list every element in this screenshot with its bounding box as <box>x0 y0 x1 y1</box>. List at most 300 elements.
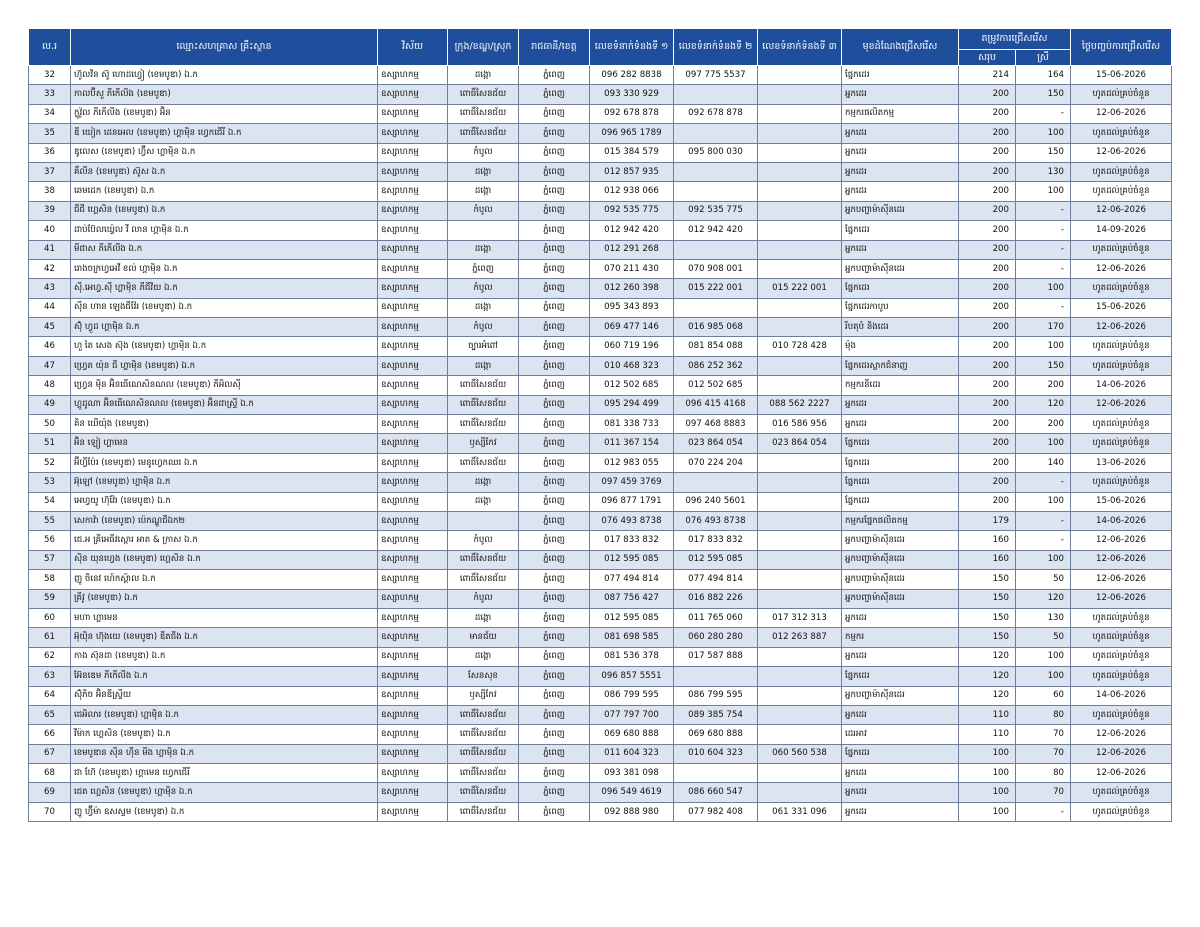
cell-position: ផ្នែកដេរ <box>842 434 959 453</box>
table-row <box>29 162 1172 181</box>
cell-district: ដង្កោ <box>448 356 519 375</box>
cell-sector: ឧស្សាហកម្ម <box>378 376 448 395</box>
cell-female: 50 <box>1016 628 1071 647</box>
cell-sector: ឧស្សាហកម្ម <box>378 473 448 492</box>
table-row <box>29 647 1172 666</box>
cell-company: ស៊ី.អេហ្វ.ស៊ី ហ្គាម៉ិន ភីជីវិយ ឯ.ក <box>71 279 378 298</box>
header-phone-2: លេខទំនាក់ទំនងទី ២ <box>674 29 758 66</box>
cell-total: 179 <box>959 511 1016 530</box>
cell-female: 200 <box>1016 376 1071 395</box>
cell-female: 70 <box>1016 725 1071 744</box>
cell-phone-3 <box>758 201 842 220</box>
table-row <box>29 550 1172 569</box>
cell-total: 160 <box>959 531 1016 550</box>
cell-total: 200 <box>959 415 1016 434</box>
cell-phone-1: 012 291 268 <box>590 240 674 259</box>
cell-company: ហ្វ្រេន ម៉ិន អ៊ិនធើណេសិនណល (ខេមបូឌា) ភីអិលស៊ី <box>71 376 378 395</box>
cell-province: ភ្នំពេញ <box>519 802 590 821</box>
cell-phone-2: 086 252 362 <box>674 356 758 375</box>
cell-province: ភ្នំពេញ <box>519 744 590 763</box>
cell-deadline: 13-06-2026 <box>1071 453 1172 472</box>
cell-no: 59 <box>29 589 71 608</box>
cell-company: ញូ ហ្វ៊ីម៉ា ឧសស្ទម (ខេមបូឌា) ឯ.ក <box>71 802 378 821</box>
cell-position: កម្មករផ្នែកផលិតកម្ម <box>842 511 959 530</box>
cell-phone-2: 012 502 685 <box>674 376 758 395</box>
cell-province: ភ្នំពេញ <box>519 686 590 705</box>
cell-phone-2: 016 882 226 <box>674 589 758 608</box>
cell-phone-2: 012 595 085 <box>674 550 758 569</box>
cell-no: 62 <box>29 647 71 666</box>
cell-sector: ឧស្សាហកម្ម <box>378 705 448 724</box>
cell-female: 120 <box>1016 589 1071 608</box>
table-row <box>29 725 1172 744</box>
cell-phone-3 <box>758 104 842 123</box>
cell-phone-1: 015 384 579 <box>590 143 674 162</box>
cell-female: 150 <box>1016 143 1071 162</box>
cell-phone-3 <box>758 66 842 85</box>
cell-no: 51 <box>29 434 71 453</box>
cell-province: ភ្នំពេញ <box>519 473 590 492</box>
cell-district: ពោធិ៍សែនជ័យ <box>448 744 519 763</box>
cell-province: ភ្នំពេញ <box>519 589 590 608</box>
cell-phone-1: 097 459 3769 <box>590 473 674 492</box>
cell-female: 100 <box>1016 337 1071 356</box>
cell-province: ភ្នំពេញ <box>519 783 590 802</box>
cell-deadline: ហូតដល់គ្រប់ចំនួន <box>1071 337 1172 356</box>
cell-sector: ឧស្សាហកម្ម <box>378 783 448 802</box>
cell-total: 150 <box>959 589 1016 608</box>
table-row <box>29 376 1172 395</box>
table-row <box>29 453 1172 472</box>
cell-position: អ្នកបញ្ជាម៉ាស៊ីនដេរ <box>842 259 959 278</box>
cell-phone-1: 096 549 4619 <box>590 783 674 802</box>
cell-phone-2 <box>674 85 758 104</box>
cell-position: អ្នកដេរ <box>842 182 959 201</box>
cell-position: ម៉ុង <box>842 337 959 356</box>
cell-phone-2: 070 224 204 <box>674 453 758 472</box>
cell-province: ភ្នំពេញ <box>519 550 590 569</box>
cell-company: ឌី យៀក ដេនអេល (ខេមបូឌា) ហ្គាម៉ិន ហ្វេកជើរី ឯ.ក <box>71 124 378 143</box>
cell-phone-1: 010 468 323 <box>590 356 674 375</box>
cell-company: រោងចក្រហ្វអេវី ខល់ ហ្គាម៉ិន ឯ.ក <box>71 259 378 278</box>
cell-total: 200 <box>959 473 1016 492</box>
cell-phone-3 <box>758 531 842 550</box>
table-row <box>29 434 1172 453</box>
cell-phone-2 <box>674 764 758 783</box>
header-female: ស្រី <box>1016 50 1071 66</box>
cell-position: អ្នកដេរ <box>842 647 959 666</box>
cell-phone-3 <box>758 511 842 530</box>
cell-position: ផ្នែកដេរ <box>842 473 959 492</box>
cell-district: ច្បារអំពៅ <box>448 337 519 356</box>
cell-phone-3 <box>758 764 842 783</box>
cell-phone-1: 012 938 066 <box>590 182 674 201</box>
cell-province: ភ្នំពេញ <box>519 667 590 686</box>
cell-phone-3: 012 263 887 <box>758 628 842 647</box>
cell-district: ឫស្សីកែវ <box>448 434 519 453</box>
cell-sector: ឧស្សាហកម្ម <box>378 802 448 821</box>
cell-company: គឺលីន (ខេមបូឌា) ស៊ូស ឯ.ក <box>71 162 378 181</box>
cell-total: 200 <box>959 492 1016 511</box>
cell-female: 164 <box>1016 66 1071 85</box>
cell-deadline: 12-06-2026 <box>1071 570 1172 589</box>
table-header <box>29 29 1172 66</box>
cell-sector: ឧស្សាហកម្ម <box>378 608 448 627</box>
cell-deadline: ហូតដល់គ្រប់ចំនួន <box>1071 182 1172 201</box>
cell-province: ភ្នំពេញ <box>519 124 590 143</box>
cell-company: សេកាវ៉ា (ខេមបូឌា) ប៉េកណ្ឌូជីឯក២ <box>71 511 378 530</box>
cell-total: 100 <box>959 764 1016 783</box>
cell-sector: ឧស្សាហកម្ម <box>378 66 448 85</box>
header-no: ល.រ <box>29 29 71 66</box>
cell-phone-2: 076 493 8738 <box>674 511 758 530</box>
cell-total: 200 <box>959 259 1016 278</box>
cell-no: 39 <box>29 201 71 220</box>
cell-sector: ឧស្សាហកម្ម <box>378 143 448 162</box>
cell-phone-2 <box>674 473 758 492</box>
cell-sector: ឧស្សាហកម្ម <box>378 162 448 181</box>
cell-district: ដង្កោ <box>448 473 519 492</box>
cell-phone-3 <box>758 589 842 608</box>
cell-female: 120 <box>1016 395 1071 414</box>
cell-phone-2: 077 982 408 <box>674 802 758 821</box>
cell-deadline: 12-06-2026 <box>1071 104 1172 123</box>
cell-total: 100 <box>959 802 1016 821</box>
cell-sector: ឧស្សាហកម្ម <box>378 686 448 705</box>
cell-phone-1: 076 493 8738 <box>590 511 674 530</box>
cell-phone-2: 011 765 060 <box>674 608 758 627</box>
cell-sector: ឧស្សាហកម្ម <box>378 570 448 589</box>
cell-district: ឫស្សីកែវ <box>448 686 519 705</box>
cell-province: ភ្នំពេញ <box>519 453 590 472</box>
cell-total: 200 <box>959 376 1016 395</box>
table-row <box>29 686 1172 705</box>
table-row <box>29 531 1172 550</box>
cell-phone-1: 069 477 146 <box>590 318 674 337</box>
cell-province: ភ្នំពេញ <box>519 104 590 123</box>
cell-total: 200 <box>959 356 1016 375</box>
cell-phone-2 <box>674 240 758 259</box>
cell-phone-3 <box>758 240 842 259</box>
table-row <box>29 318 1172 337</box>
cell-phone-1: 012 502 685 <box>590 376 674 395</box>
cell-deadline: 15-06-2026 <box>1071 298 1172 317</box>
cell-female: 150 <box>1016 356 1071 375</box>
cell-position: ផ្នែកដេរ <box>842 667 959 686</box>
cell-female: 60 <box>1016 686 1071 705</box>
cell-total: 200 <box>959 337 1016 356</box>
cell-district: មានជ័យ <box>448 628 519 647</box>
cell-phone-2: 023 864 054 <box>674 434 758 453</box>
cell-company: គ្រីវូ (ខេមបូឌា) ឯ.ក <box>71 589 378 608</box>
cell-deadline: 12-06-2026 <box>1071 143 1172 162</box>
cell-phone-2: 097 775 5537 <box>674 66 758 85</box>
cell-sector: ឧស្សាហកម្ម <box>378 395 448 414</box>
cell-position: ដេរអាវ <box>842 725 959 744</box>
cell-sector: ឧស្សាហកម្ម <box>378 182 448 201</box>
cell-province: ភ្នំពេញ <box>519 764 590 783</box>
cell-phone-3 <box>758 453 842 472</box>
cell-province: ភ្នំពេញ <box>519 570 590 589</box>
cell-no: 57 <box>29 550 71 569</box>
cell-female: 70 <box>1016 783 1071 802</box>
cell-position: អ្នកបញ្ជាម៉ាស៊ីនដេរ <box>842 589 959 608</box>
table-row <box>29 337 1172 356</box>
cell-deadline: ហូតដល់គ្រប់ចំនួន <box>1071 628 1172 647</box>
cell-district: កំបូល <box>448 201 519 220</box>
cell-phone-3 <box>758 473 842 492</box>
cell-position: អ្នកបញ្ជាម៉ាស៊ីនដេរ <box>842 201 959 220</box>
cell-phone-3 <box>758 376 842 395</box>
cell-deadline: 12-06-2026 <box>1071 589 1172 608</box>
cell-phone-1: 081 338 733 <box>590 415 674 434</box>
cell-phone-2: 017 833 832 <box>674 531 758 550</box>
cell-total: 160 <box>959 550 1016 569</box>
cell-phone-1: 081 536 378 <box>590 647 674 666</box>
cell-sector: ឧស្សាហកម្ម <box>378 279 448 298</box>
cell-province: ភ្នំពេញ <box>519 647 590 666</box>
cell-deadline: 12-06-2026 <box>1071 395 1172 414</box>
cell-no: 32 <box>29 66 71 85</box>
cell-no: 37 <box>29 162 71 181</box>
cell-phone-3 <box>758 221 842 240</box>
cell-position: កម្មករ <box>842 628 959 647</box>
cell-district: ពោធិ៍សែនជ័យ <box>448 550 519 569</box>
cell-phone-1: 012 595 085 <box>590 608 674 627</box>
cell-company: ហ្វ្រេត យ៉ុន ជី ហ្គាម៉ិន (ខេមបូឌា) ឯ.ក <box>71 356 378 375</box>
cell-district: ពោធិ៍សែនជ័យ <box>448 705 519 724</box>
cell-total: 110 <box>959 705 1016 724</box>
cell-female: 140 <box>1016 453 1071 472</box>
cell-no: 35 <box>29 124 71 143</box>
cell-no: 68 <box>29 764 71 783</box>
cell-female: 70 <box>1016 744 1071 763</box>
table-row <box>29 298 1172 317</box>
cell-phone-2: 010 604 323 <box>674 744 758 763</box>
cell-position: អ្នកដេរ <box>842 143 959 162</box>
cell-phone-2: 092 535 775 <box>674 201 758 220</box>
cell-deadline: 12-06-2026 <box>1071 550 1172 569</box>
cell-company: ញូ ចិនេវ ហ៍េកស្ត៍ាល ឯ.ក <box>71 570 378 589</box>
cell-company: ហ្គូដូណា អ៊ិនធើណេសិនណល (ខេមបូឌា) អ៊ិនដាស្ទ្រី ឯ.ក <box>71 395 378 414</box>
cell-position: ផ្នែកដេរ <box>842 492 959 511</box>
cell-district: ពោធិ៍សែនជ័យ <box>448 104 519 123</box>
cell-phone-1: 092 888 980 <box>590 802 674 821</box>
cell-position: ផ្នែកដេរ <box>842 279 959 298</box>
cell-no: 34 <box>29 104 71 123</box>
cell-no: 46 <box>29 337 71 356</box>
cell-district <box>448 511 519 530</box>
cell-deadline: 12-06-2026 <box>1071 744 1172 763</box>
table-row <box>29 66 1172 85</box>
cell-phone-2: 092 678 878 <box>674 104 758 123</box>
cell-female: 100 <box>1016 279 1071 298</box>
cell-female: 80 <box>1016 705 1071 724</box>
cell-district: ពោធិ៍សែនជ័យ <box>448 570 519 589</box>
cell-sector: ឧស្សាហកម្ម <box>378 492 448 511</box>
cell-district: ពោធិ៍សែនជ័យ <box>448 764 519 783</box>
cell-province: ភ្នំពេញ <box>519 318 590 337</box>
table-row <box>29 705 1172 724</box>
cell-position: កម្មករនីដេរ <box>842 376 959 395</box>
cell-sector: ឧស្សាហកម្ម <box>378 434 448 453</box>
cell-sector: ឧស្សាហកម្ម <box>378 725 448 744</box>
cell-company: ជីជី ហ្គេសិន (ខេមបូឌា) ឯ.ក <box>71 201 378 220</box>
cell-province: ភ្នំពេញ <box>519 725 590 744</box>
cell-province: ភ្នំពេញ <box>519 182 590 201</box>
cell-deadline: 15-06-2026 <box>1071 66 1172 85</box>
table-row <box>29 395 1172 414</box>
cell-phone-3 <box>758 85 842 104</box>
cell-female: - <box>1016 473 1071 492</box>
cell-province: ភ្នំពេញ <box>519 66 590 85</box>
cell-deadline: ហូតដល់គ្រប់ចំនួន <box>1071 162 1172 181</box>
cell-deadline: 12-06-2026 <box>1071 201 1172 220</box>
cell-phone-2: 016 985 068 <box>674 318 758 337</box>
cell-company: ស៊ុំភិច អ៊ិនឌីស្ទ្រីយ <box>71 686 378 705</box>
table-row <box>29 240 1172 259</box>
cell-deadline: ហូតដល់គ្រប់ចំនួន <box>1071 647 1172 666</box>
cell-sector: ឧស្សាហកម្ម <box>378 221 448 240</box>
cell-no: 54 <box>29 492 71 511</box>
cell-sector: ឧស្សាហកម្ម <box>378 318 448 337</box>
table-row <box>29 667 1172 686</box>
cell-company: គិន ឃើយ៉ុង (ខេមបូឌា) <box>71 415 378 434</box>
cell-no: 47 <box>29 356 71 375</box>
cell-no: 50 <box>29 415 71 434</box>
cell-company: អ៊ុឡៅ (ខេមបូឌា) ហ្គាម៉ិន ឯ.ក <box>71 473 378 492</box>
cell-phone-1: 012 857 935 <box>590 162 674 181</box>
cell-total: 200 <box>959 182 1016 201</box>
table-row <box>29 143 1172 162</box>
cell-phone-1: 093 330 929 <box>590 85 674 104</box>
cell-female: 130 <box>1016 162 1071 181</box>
cell-district: ដង្កោ <box>448 608 519 627</box>
cell-deadline: 14-06-2026 <box>1071 686 1172 705</box>
cell-total: 120 <box>959 686 1016 705</box>
header-position: មុខដំណែងជ្រើសរើស <box>842 29 959 66</box>
cell-deadline: ហូតដល់គ្រប់ចំនួន <box>1071 356 1172 375</box>
cell-total: 150 <box>959 608 1016 627</box>
table-row <box>29 511 1172 530</box>
cell-company: អ៊ុយ៉ិន ហ៊ុងយេ (ខេមបូឌា) ឌីតជីង ឯ.ក <box>71 628 378 647</box>
cell-phone-3 <box>758 162 842 181</box>
cell-deadline: 12-06-2026 <box>1071 259 1172 278</box>
table-row <box>29 608 1172 627</box>
header-needed: តម្រូវការជ្រើសរើស <box>959 29 1071 50</box>
cell-company: ជេ.អ គ្រីអេធីវស្ពោរ អាត & ក្រាស ឯ.ក <box>71 531 378 550</box>
header-sector: វិស័យ <box>378 29 448 66</box>
cell-phone-1: 092 535 775 <box>590 201 674 220</box>
cell-deadline: 12-06-2026 <box>1071 531 1172 550</box>
cell-female: - <box>1016 802 1071 821</box>
cell-district: ពោធិ៍សែនជ័យ <box>448 124 519 143</box>
cell-sector: ឧស្សាហកម្ម <box>378 667 448 686</box>
cell-sector: ឧស្សាហកម្ម <box>378 240 448 259</box>
cell-position: ផ្នែកដេរ <box>842 453 959 472</box>
cell-total: 200 <box>959 298 1016 317</box>
cell-company: ជេត ហ្គេសិន (ខេមបូឌា) ហ្គាម៉ិន ឯ.ក <box>71 783 378 802</box>
cell-phone-2: 069 680 888 <box>674 725 758 744</box>
cell-position: អ្នកដេរ <box>842 608 959 627</box>
cell-company: ដាប់ប៊ែលឃ្វ៉េល វី លាន ហ្គាម៉ិន ឯ.ក <box>71 221 378 240</box>
cell-phone-1: 012 595 085 <box>590 550 674 569</box>
cell-district: ដង្កោ <box>448 66 519 85</box>
cell-phone-2 <box>674 298 758 317</box>
cell-phone-3 <box>758 686 842 705</box>
table-row <box>29 201 1172 220</box>
cell-female: 100 <box>1016 434 1071 453</box>
cell-company: ឌូលេស (ខេមបូឌា) ហ្វ៊ីស ហ្គាម៉ិន ឯ.ក <box>71 143 378 162</box>
cell-district: កំបូល <box>448 318 519 337</box>
job-listings-table <box>28 28 1172 822</box>
cell-total: 200 <box>959 453 1016 472</box>
cell-district: ពោធិ៍សែនជ័យ <box>448 395 519 414</box>
cell-phone-2: 086 799 595 <box>674 686 758 705</box>
cell-position: អ្នកបញ្ជាម៉ាស៊ីនដេរ <box>842 686 959 705</box>
cell-no: 45 <box>29 318 71 337</box>
cell-sector: ឧស្សាហកម្ម <box>378 511 448 530</box>
cell-phone-1: 070 211 430 <box>590 259 674 278</box>
cell-phone-3 <box>758 570 842 589</box>
cell-deadline: 12-06-2026 <box>1071 725 1172 744</box>
cell-district: កំបូល <box>448 531 519 550</box>
cell-no: 33 <box>29 85 71 104</box>
cell-deadline: ហូតដល់គ្រប់ចំនួន <box>1071 802 1172 821</box>
cell-position: អ្នកដេរ <box>842 124 959 143</box>
cell-no: 44 <box>29 298 71 317</box>
cell-no: 48 <box>29 376 71 395</box>
cell-province: ភ្នំពេញ <box>519 279 590 298</box>
cell-no: 56 <box>29 531 71 550</box>
cell-phone-1: 093 381 098 <box>590 764 674 783</box>
cell-female: 100 <box>1016 647 1071 666</box>
table-row <box>29 744 1172 763</box>
cell-province: ភ្នំពេញ <box>519 434 590 453</box>
cell-province: ភ្នំពេញ <box>519 492 590 511</box>
cell-district: ដង្កោ <box>448 162 519 181</box>
cell-total: 120 <box>959 667 1016 686</box>
cell-district: ពោធិ៍សែនជ័យ <box>448 802 519 821</box>
table-row <box>29 356 1172 375</box>
cell-province: ភ្នំពេញ <box>519 298 590 317</box>
cell-deadline: ហូតដល់គ្រប់ចំនួន <box>1071 705 1172 724</box>
cell-female: 100 <box>1016 667 1071 686</box>
cell-phone-2: 095 800 030 <box>674 143 758 162</box>
cell-position: អ្នកបញ្ជាម៉ាស៊ីនដេរ <box>842 570 959 589</box>
cell-phone-1: 096 857 5551 <box>590 667 674 686</box>
cell-deadline: ហូតដល់គ្រប់ចំនួន <box>1071 434 1172 453</box>
cell-deadline: 15-06-2026 <box>1071 492 1172 511</box>
table-row <box>29 259 1172 278</box>
cell-female: - <box>1016 298 1071 317</box>
cell-province: ភ្នំពេញ <box>519 221 590 240</box>
cell-phone-1: 086 799 595 <box>590 686 674 705</box>
cell-total: 120 <box>959 647 1016 666</box>
cell-phone-3: 061 331 096 <box>758 802 842 821</box>
cell-phone-3 <box>758 647 842 666</box>
cell-phone-2: 015 222 001 <box>674 279 758 298</box>
cell-sector: ឧស្សាហកម្ម <box>378 104 448 123</box>
cell-total: 110 <box>959 725 1016 744</box>
cell-female: - <box>1016 221 1071 240</box>
cell-phone-3 <box>758 124 842 143</box>
cell-female: - <box>1016 201 1071 220</box>
cell-province: ភ្នំពេញ <box>519 162 590 181</box>
cell-female: - <box>1016 511 1071 530</box>
cell-phone-3 <box>758 783 842 802</box>
cell-phone-2: 096 240 5601 <box>674 492 758 511</box>
